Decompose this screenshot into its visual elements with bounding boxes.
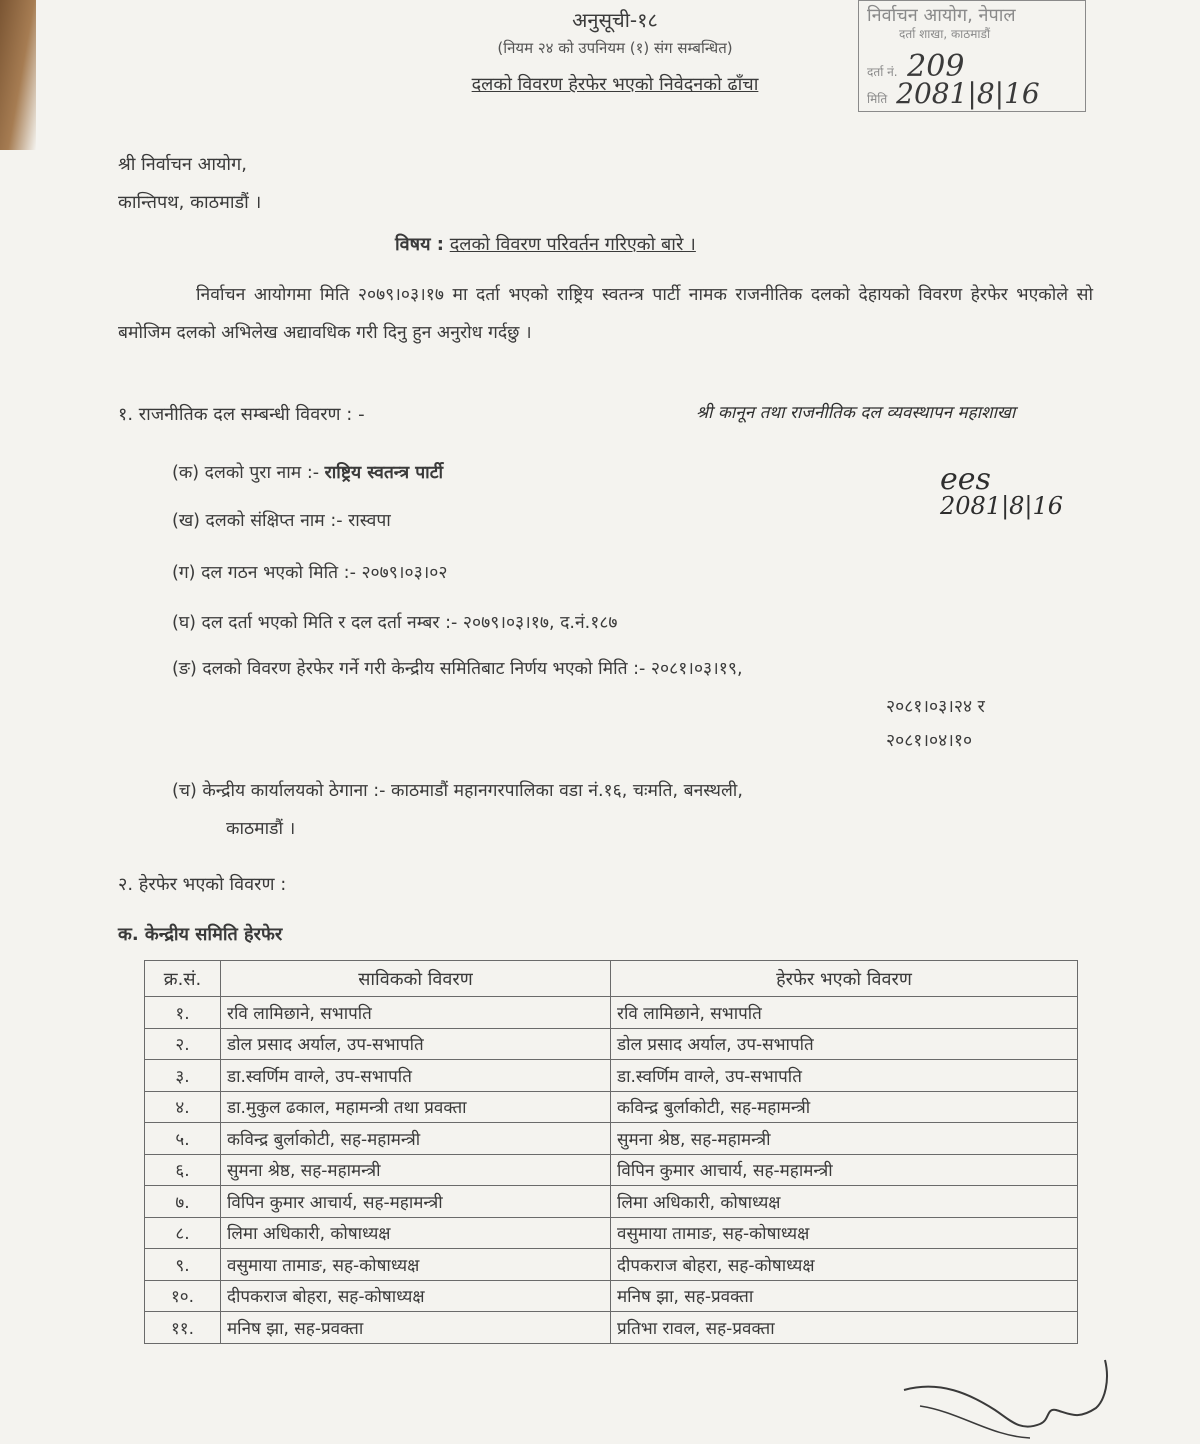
addressee-line-1: श्री निर्वाचन आयोग,: [118, 154, 247, 175]
handwritten-initial-date: 2081|8|16: [940, 492, 1064, 520]
cell-previous: विपिन कुमार आचार्य, सह-महामन्त्री: [221, 1186, 611, 1218]
signature-stroke: [904, 1360, 1107, 1427]
bottom-signature: [900, 1350, 1120, 1444]
section-1-heading: १. राजनीतिक दल सम्बन्धी विवरण : -: [118, 404, 365, 425]
stamp-reg-label: दर्ता नं.: [867, 65, 898, 79]
handwritten-forward-note: श्री कानून तथा राजनीतिक दल व्यवस्थापन महाशाखा: [696, 403, 1016, 423]
subject-text: दलको विवरण परिवर्तन गरिएको बारे ।: [449, 234, 696, 255]
section-2-subheading: क. केन्द्रीय समिति हेरफेर: [118, 924, 283, 945]
cell-changed: प्रतिभा रावल, सह-प्रवक्ता: [611, 1312, 1078, 1344]
cell-changed: डोल प्रसाद अर्याल, उप-सभापति: [611, 1028, 1078, 1060]
stamp-date: [867, 77, 1040, 110]
cell-sn: ५.: [145, 1123, 221, 1155]
form-title: [380, 72, 850, 96]
column-header-previous: साविकको विवरण: [221, 961, 611, 997]
cell-previous: रवि लामिछाने, सभापति: [221, 997, 611, 1029]
handwritten-initial: ees: [940, 462, 991, 497]
table-row: [145, 1217, 1078, 1249]
table-row: [145, 1028, 1078, 1060]
cell-changed: वसुमाया तामाङ, सह-कोषाध्यक्ष: [611, 1217, 1078, 1249]
cell-sn: १०.: [145, 1280, 221, 1312]
cell-sn: ६.: [145, 1154, 221, 1186]
page-edge-shadow: [0, 0, 36, 150]
column-header-sn: क्र.सं.: [145, 961, 221, 997]
cell-previous: वसुमाया तामाङ, सह-कोषाध्यक्ष: [221, 1249, 611, 1281]
cell-changed: कविन्द्र बुर्लाकोटी, सह-महामन्त्री: [611, 1091, 1078, 1123]
cell-previous: दीपकराज बोहरा, सह-कोषाध्यक्ष: [221, 1280, 611, 1312]
item-formation-date: (ग) दल गठन भएको मिति :- २०७९।०३।०२: [172, 563, 448, 583]
cell-changed: सुमना श्रेष्ठ, सह-महामन्त्री: [611, 1123, 1078, 1155]
item-full-name-value: राष्ट्रिय स्वतन्त्र पार्टी: [324, 463, 444, 483]
section-2-heading: २. हेरफेर भएको विवरण :: [118, 874, 287, 895]
cell-previous: सुमना श्रेष्ठ, सह-महामन्त्री: [221, 1154, 611, 1186]
stamp-date-value: 2081|8|16: [896, 77, 1040, 110]
cell-sn: ९.: [145, 1249, 221, 1281]
item-decision-dates-cont-1: २०८१।०३।२४ र: [886, 697, 985, 717]
cell-previous: डोल प्रसाद अर्याल, उप-सभापति: [221, 1028, 611, 1060]
table-row: [145, 1091, 1078, 1123]
cell-changed: लिमा अधिकारी, कोषाध्यक्ष: [611, 1186, 1078, 1218]
cell-sn: ३.: [145, 1060, 221, 1092]
item-decision-dates-cont-2: २०८१।०४।१०: [886, 731, 973, 751]
item-short-name: (ख) दलको संक्षिप्त नाम :- रास्वपा: [172, 511, 391, 531]
table-row: [145, 1186, 1078, 1218]
table-row: [145, 1249, 1078, 1281]
cell-sn: २.: [145, 1028, 221, 1060]
subject-label: विषय :: [395, 234, 444, 255]
registration-stamp: [858, 0, 1086, 112]
stamp-date-label: मिति: [867, 92, 888, 106]
cell-changed: दीपकराज बोहरा, सह-कोषाध्यक्ष: [611, 1249, 1078, 1281]
item-office-address: (च) केन्द्रीय कार्यालयको ठेगाना :- काठमाडौं महानगरपालिका वडा नं.१६, चःमति, बनस्थली,: [172, 781, 743, 801]
cell-changed: विपिन कुमार आचार्य, सह-महामन्त्री: [611, 1154, 1078, 1186]
cell-sn: ८.: [145, 1217, 221, 1249]
cell-sn: ११.: [145, 1312, 221, 1344]
cell-changed: डा.स्वर्णिम वाग्ले, उप-सभापति: [611, 1060, 1078, 1092]
form-title-text: दलको विवरण हेरफेर भएको निवेदनको ढाँचा: [471, 74, 759, 95]
item-decision-dates: (ङ) दलको विवरण हेरफेर गर्ने गरी केन्द्रीय समितिबाट निर्णय भएको मिति :- २०८१।०३।१९,: [172, 659, 743, 679]
cell-previous: कविन्द्र बुर्लाकोटी, सह-महामन्त्री: [221, 1123, 611, 1155]
table-row: [145, 1280, 1078, 1312]
table-header-row: [145, 961, 1078, 997]
request-paragraph: निर्वाचन आयोगमा मिति २०७९।०३।१७ मा दर्ता भएको राष्ट्रिय स्वतन्त्र पार्टी नामक राजनीतिक दलको देहायको विवरण हेरफेर भएकोले सो बमोजिम दलको अभिलेख अद्यावधिक गरी दिनु हुन अनुरोध गर्दछु ।: [118, 285, 1093, 343]
item-full-name: [172, 460, 443, 484]
table-row: [145, 1123, 1078, 1155]
cell-sn: ४.: [145, 1091, 221, 1123]
table-row: [145, 1312, 1078, 1344]
table-row: [145, 997, 1078, 1029]
cell-previous: डा.मुकुल ढकाल, महामन्त्री तथा प्रवक्ता: [221, 1091, 611, 1123]
cell-changed: रवि लामिछाने, सभापति: [611, 997, 1078, 1029]
subject-line: [395, 232, 696, 256]
rule-reference: (नियम २४ को उपनियम (१) संग सम्बन्धित): [497, 39, 733, 57]
cell-previous: लिमा अधिकारी, कोषाध्यक्ष: [221, 1217, 611, 1249]
cell-sn: १.: [145, 997, 221, 1029]
table-row: [145, 1154, 1078, 1186]
addressee-line-2: कान्तिपथ, काठमाडौं ।: [118, 192, 262, 213]
item-registration-date-number: (घ) दल दर्ता भएको मिति र दल दर्ता नम्बर :- २०७९।०३।१७, द.नं.१८७: [172, 613, 618, 633]
table-row: [145, 1060, 1078, 1092]
stamp-section-name: दर्ता शाखा, काठमाडौं: [899, 27, 991, 41]
stamp-office-name: निर्वाचन आयोग, नेपाल: [867, 5, 1016, 26]
stamp-reg-value: 209: [907, 49, 965, 84]
cell-previous: डा.स्वर्णिम वाग्ले, उप-सभापति: [221, 1060, 611, 1092]
schedule-title: अनुसूची-१८: [572, 8, 658, 32]
cell-changed: मनिष झा, सह-प्रवक्ता: [611, 1280, 1078, 1312]
item-full-name-label: (क) दलको पुरा नाम :-: [172, 463, 320, 483]
column-header-changed: हेरफेर भएको विवरण: [611, 961, 1078, 997]
cell-previous: मनिष झा, सह-प्रवक्ता: [221, 1312, 611, 1344]
central-committee-change-table: [144, 960, 1078, 1344]
item-office-address-cont: काठमाडौं ।: [226, 819, 296, 839]
cell-sn: ७.: [145, 1186, 221, 1218]
